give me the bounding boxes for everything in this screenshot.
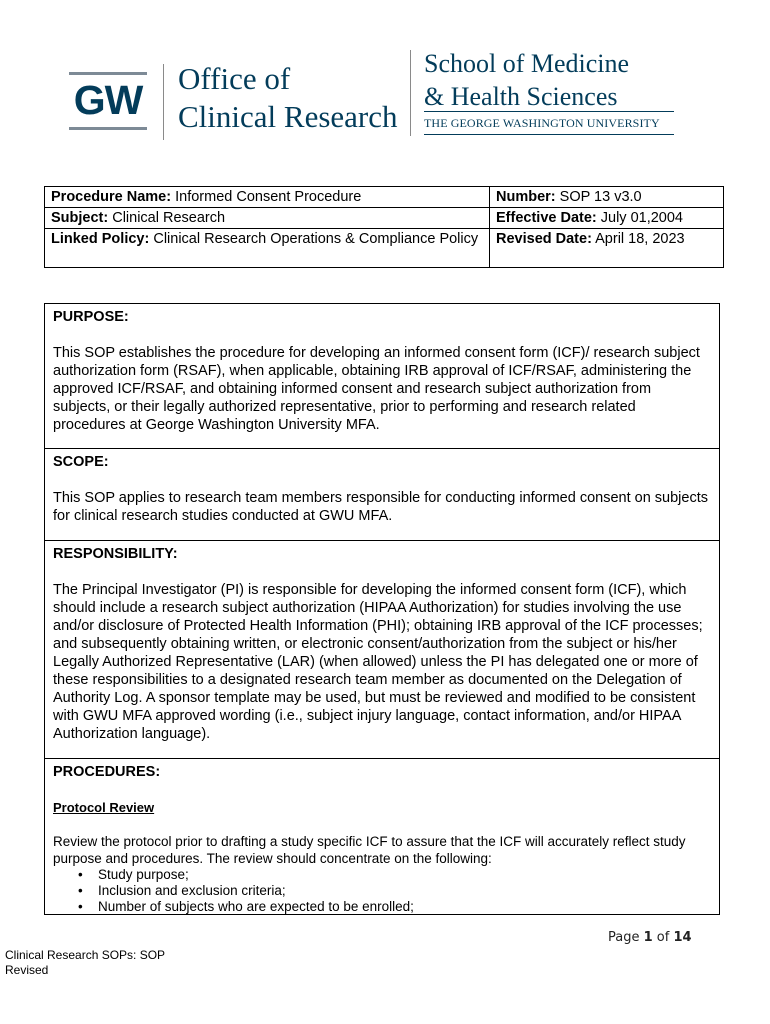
procedure-name-cell <box>45 187 490 208</box>
revised-date-label: Revised Date: <box>496 231 592 247</box>
procedures-section <box>45 759 719 915</box>
office-title-line1: Office of <box>178 61 291 96</box>
number-label: Number: <box>496 189 556 205</box>
effective-date-label: Effective Date: <box>496 210 597 226</box>
scope-heading: SCOPE: <box>53 454 109 470</box>
protocol-review-list <box>53 867 711 915</box>
scope-text: This SOP applies to research team members responsible for conducting informed consent on subjects for clinical research studies conducted at GWU MFA. <box>53 490 708 524</box>
procedure-info-table <box>44 186 724 268</box>
university-bottom-rule <box>424 134 674 135</box>
responsibility-section <box>45 541 719 759</box>
number-cell <box>490 187 724 208</box>
school-title-line1: School of Medicine <box>424 49 630 78</box>
gw-logo-letters: GW <box>73 77 143 123</box>
effective-date-value: July 01,2004 <box>596 210 683 226</box>
page-number <box>608 930 692 945</box>
university-name: THE GEORGE WASHINGTON UNIVERSITY <box>424 116 660 130</box>
list-item: • Inclusion and exclusion criteria; <box>98 883 711 899</box>
subject-label: Subject: <box>51 210 109 226</box>
number-value: SOP 13 v3.0 <box>555 189 642 205</box>
page-total: 14 <box>673 930 692 945</box>
procedures-heading: PROCEDURES: <box>53 764 161 780</box>
sop-content-box <box>44 303 720 915</box>
page-prefix: Page <box>608 930 644 945</box>
info-row <box>45 208 724 229</box>
page-current: 1 <box>643 930 653 945</box>
responsibility-heading: RESPONSIBILITY: <box>53 546 178 562</box>
list-item: • Number of subjects who are expected to be enrolled; <box>98 899 711 915</box>
logo-divider <box>163 64 164 140</box>
gw-logo <box>69 72 147 132</box>
procedure-name-label: Procedure Name: <box>51 189 172 205</box>
effective-date-cell <box>490 208 724 229</box>
subject-value: Clinical Research <box>108 210 226 226</box>
protocol-review-subheading: Protocol Review <box>53 800 155 815</box>
footer-document-label <box>5 948 165 978</box>
purpose-section <box>45 304 719 449</box>
scope-section <box>45 449 719 541</box>
procedure-name-value: Informed Consent Procedure <box>171 189 362 205</box>
linked-policy-label: Linked Policy: <box>51 231 150 247</box>
school-title <box>424 47 629 113</box>
footer-line2: Revised <box>5 963 49 977</box>
gw-logo-bottom-bar <box>69 127 147 130</box>
school-title-line2: & Health Sciences <box>424 82 618 111</box>
footer-line1: Clinical Research SOPs: SOP <box>5 948 166 962</box>
info-row <box>45 187 724 208</box>
linked-policy-cell <box>45 229 490 268</box>
info-row <box>45 229 724 268</box>
revised-date-value: April 18, 2023 <box>591 231 685 247</box>
logo-divider-2 <box>410 50 411 136</box>
office-title <box>178 60 398 136</box>
list-item: • Study purpose; <box>98 867 711 883</box>
revised-date-cell <box>490 229 724 268</box>
protocol-review-text: Review the protocol prior to drafting a study specific ICF to assure that the ICF will accurately reflect study purpose and procedures. The review should concentrate on the following: <box>53 834 686 866</box>
linked-policy-value: Clinical Research Operations & Compliance Policy <box>149 231 479 247</box>
office-title-line2: Clinical Research <box>178 99 398 134</box>
responsibility-text: The Principal Investigator (PI) is responsible for developing the informed consent form (ICF), which should include a research subject authorization (HIPAA Authorization) for studies involving the use and/or disclosure of Protected Health Information (PHI); obtaining IRB approval of the ICF processes; and subsequently obtaining written, or electronic consent/authorization from the subject or his/her Legally Authorized Representative (LAR) (when allowed) unless the PI has delegated one or more of these responsibilities to a designated research team member as documented on the Delegation of Authority Log. A sponsor template may be used, but must be reviewed and modified to be consistent with GWU MFA approved wording (i.e., subject injury language, contact information, and/or HIPAA Authorization language). <box>53 582 703 742</box>
purpose-text: This SOP establishes the procedure for developing an informed consent form (ICF)/ research subject authorization form (RSAF), when applicable, obtaining IRB approval of ICF/RSAF, administering the approved ICF/RSAF, and obtaining informed consent and research subject authorization from subjects, or their legally authorized representative, prior to performing and research related procedures at George Washington University MFA. <box>53 345 700 433</box>
university-top-rule <box>424 111 674 112</box>
purpose-heading: PURPOSE: <box>53 309 129 325</box>
subject-cell <box>45 208 490 229</box>
page-of: of <box>652 930 674 945</box>
